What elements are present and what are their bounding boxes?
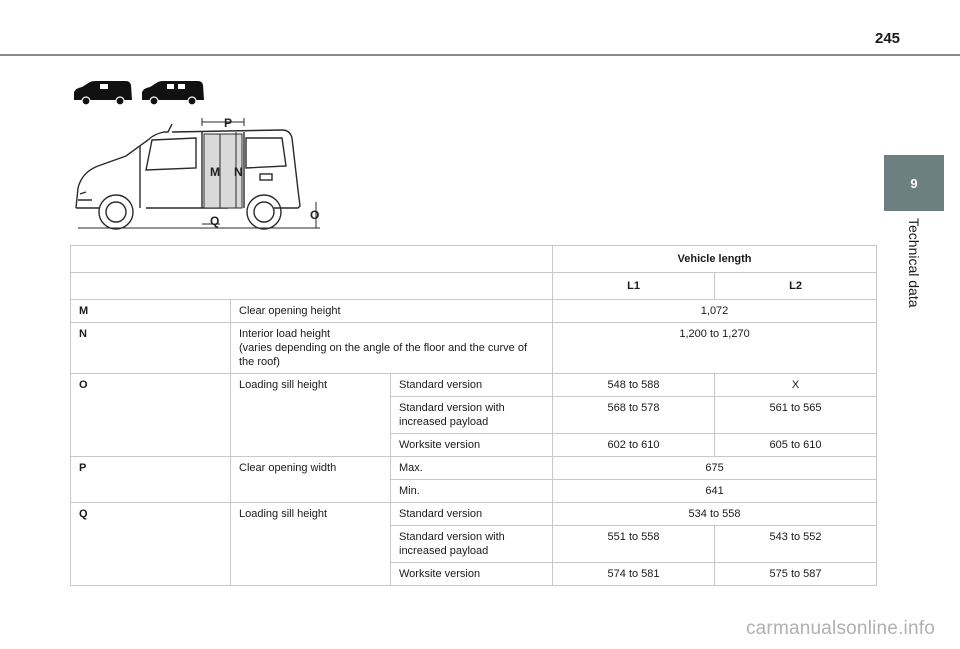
- page-number: 245: [875, 30, 901, 47]
- label-o: O: [310, 208, 320, 222]
- table-row: [71, 457, 877, 480]
- row-code: O: [71, 374, 231, 457]
- row-value: 641: [553, 480, 877, 503]
- header-vehicle-length: Vehicle length: [553, 246, 877, 273]
- version-cell: Standard version with increased payload: [391, 526, 553, 563]
- header-l1: L1: [553, 273, 715, 300]
- version-cell: Max.: [391, 457, 553, 480]
- row-code: Q: [71, 503, 231, 586]
- row-value: 534 to 558: [553, 503, 877, 526]
- van-short-icon: [74, 81, 132, 105]
- top-rule: [0, 54, 960, 56]
- l1-cell: 551 to 558: [553, 526, 715, 563]
- table-row: [71, 300, 877, 323]
- label-p: P: [224, 116, 233, 130]
- version-cell: Worksite version: [391, 563, 553, 586]
- table-row: [71, 323, 877, 374]
- table-row: [71, 503, 877, 526]
- l1-cell: 602 to 610: [553, 434, 715, 457]
- row-code: N: [71, 323, 231, 374]
- van-dimension-diagram: [68, 110, 338, 238]
- row-label: Clear opening width: [231, 457, 391, 503]
- watermark[interactable]: carmanualsonline.info: [745, 618, 935, 639]
- l1-cell: 548 to 588: [553, 374, 715, 397]
- table-header-row: [71, 246, 877, 273]
- row-value: 1,072: [553, 300, 877, 323]
- row-label: Loading sill height: [231, 503, 391, 586]
- label-q: Q: [210, 214, 220, 228]
- version-cell: Standard version with increased payload: [391, 397, 553, 434]
- l1-cell: 574 to 581: [553, 563, 715, 586]
- table-row: [71, 374, 877, 397]
- van-long-icon: [142, 81, 204, 105]
- dimensions-table: [70, 245, 877, 586]
- row-label: Loading sill height: [231, 374, 391, 457]
- l2-cell: 543 to 552: [715, 526, 877, 563]
- van-silhouettes-icon: [70, 78, 210, 108]
- row-value: 1,200 to 1,270: [553, 323, 877, 374]
- row-label-line1: Interior load height: [239, 328, 331, 340]
- chapter-title: Technical data: [906, 218, 922, 308]
- version-cell: Worksite version: [391, 434, 553, 457]
- chapter-number: 9: [910, 175, 918, 191]
- row-code: P: [71, 457, 231, 503]
- l1-cell: 568 to 578: [553, 397, 715, 434]
- row-label: Clear opening height: [231, 300, 553, 323]
- row-value: 675: [553, 457, 877, 480]
- table-subheader-row: [71, 273, 877, 300]
- label-m: M: [210, 165, 220, 179]
- row-label: [231, 323, 553, 374]
- version-cell: Standard version: [391, 503, 553, 526]
- version-cell: Min.: [391, 480, 553, 503]
- chapter-tab[interactable]: [884, 155, 944, 211]
- row-label-line2: (varies depending on the angle of the floor and the curve of the roof): [239, 342, 528, 368]
- row-code: M: [71, 300, 231, 323]
- label-n: N: [234, 165, 243, 179]
- l2-cell: X: [715, 374, 877, 397]
- version-cell: Standard version: [391, 374, 553, 397]
- l2-cell: 575 to 587: [715, 563, 877, 586]
- header-l2: L2: [715, 273, 877, 300]
- l2-cell: 561 to 565: [715, 397, 877, 434]
- l2-cell: 605 to 610: [715, 434, 877, 457]
